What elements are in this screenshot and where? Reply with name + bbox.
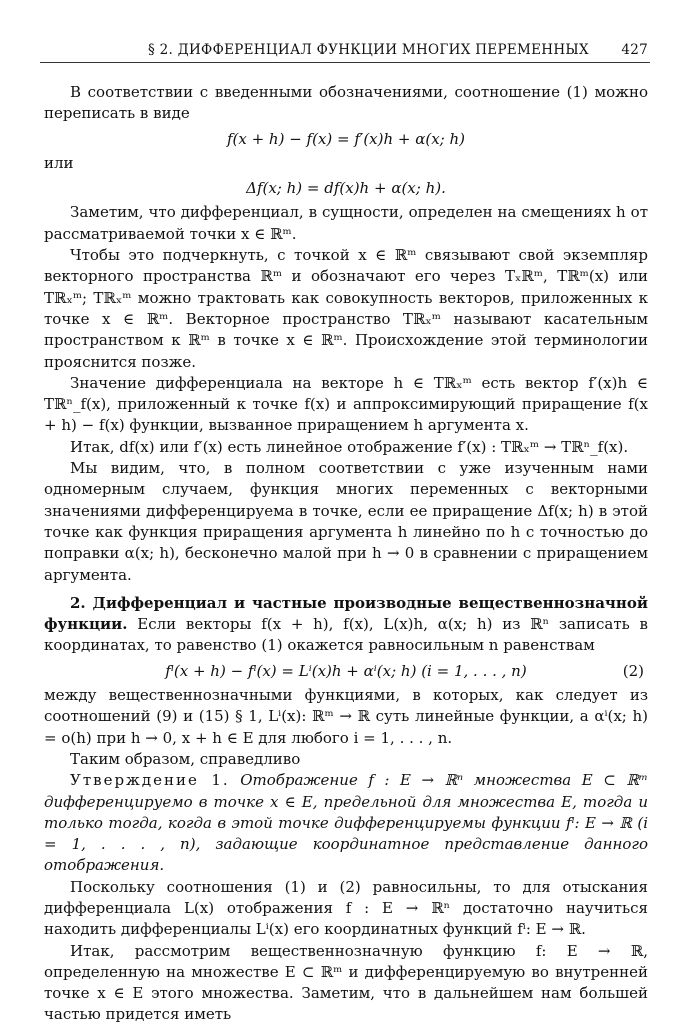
header-rule <box>40 62 650 63</box>
paragraph: Мы видим, что, в полном соответствии с уже изученным нами одномерным случаем, функция многих переменных с векторными значениями дифференцируема в точке, если ее приращение Δf(x; h) в этой точке как функция приращения аргумента h линейно по h с точностью до поправки α(x; h), бесконечно малой при h → 0 в сравнении с приращением аргумента. <box>44 459 648 584</box>
paragraph: Таким образом, справедливо <box>70 749 301 768</box>
equation-number: (2) <box>622 661 644 680</box>
paragraph: Итак, df(x) или f′(x) есть линейное отображение f′(x) : Tℝₓᵐ → Tℝⁿ_f(x). <box>70 437 629 456</box>
paragraph: Чтобы это подчеркнуть, с точкой x ∈ ℝᵐ связывают свой экземпляр векторного пространства ℝᵐ и обозначают его через Tₓℝᵐ, Tℝᵐ(x) или Tℝₓᵐ; Tℝₓᵐ можно трактовать как совокупность векторов, приложенных к точке x ∈ ℝᵐ. Векторное пространство Tℝₓᵐ называют касательным пространством к ℝᵐ в точке x ∈ ℝᵐ. Происхождение этой терминологии прояснится позже. <box>44 246 648 371</box>
page-body <box>44 82 648 1026</box>
paragraph: Итак, рассмотрим вещественнозначную функцию f: E → ℝ, определенную на множестве E ⊂ ℝᵐ и дифференцируемую во внутренней точке x ∈ E этого множества. Заметим, что в дальнейшем нам большей частью придется иметь <box>44 941 648 1024</box>
paragraph: Значение дифференциала на векторе h ∈ Tℝₓᵐ есть вектор f′(x)h ∈ Tℝⁿ_f(x), приложенный к точке f(x) и аппроксимирующий приращение f(x + h) − f(x) функции, вызванное приращением h аргумента x. <box>44 373 648 435</box>
paragraph: между вещественнозначными функциями, в которых, как следует из соотношений (9) и (15) § 1, Lⁱ(x): ℝᵐ → ℝ суть линейные функции, а αⁱ(x; h) = o(h) при h → 0, x + h ∈ E для любого i = 1, . . . , n. <box>44 686 648 747</box>
section-title: § 2. ДИФФЕРЕНЦИАЛ ФУНКЦИИ МНОГИХ ПЕРЕМЕННЫХ <box>148 42 589 58</box>
paragraph: Поскольку соотношения (1) и (2) равносильны, то для отыскания дифференциала L(x) отображения f : E → ℝⁿ достаточно научиться находить дифференциалы Lⁱ(x) его координатных функций fⁱ: E → ℝ. <box>44 877 648 939</box>
running-head <box>148 42 648 58</box>
equation-body: fⁱ(x + h) − fⁱ(x) = Lⁱ(x)h + αⁱ(x; h) (i = 1, . . . , n) <box>165 661 527 680</box>
page-number: 427 <box>621 42 648 58</box>
paragraph: Заметим, что дифференциал, в сущности, определен на смещениях h от рассматриваемой точки x ∈ ℝᵐ. <box>44 203 648 243</box>
statement-label: Утверждение 1. <box>70 771 230 790</box>
section-gap <box>44 586 648 593</box>
paragraph: или <box>44 153 74 172</box>
paragraph: В соответствии с введенными обозначениями, соотношение (1) можно переписать в виде <box>44 83 648 123</box>
section-text: Если векторы f(x + h), f(x), L(x)h, α(x; h) из ℝⁿ записать в координатах, то равенство (1) окажется равносильным n равенствам <box>44 615 648 655</box>
section-paragraph <box>44 593 648 657</box>
equation: f(x + h) − f(x) = f′(x)h + α(x; h) <box>226 129 466 148</box>
equation: Δf(x; h) = df(x)h + α(x; h). <box>246 179 446 198</box>
statement-text: Отображение f : E → ℝⁿ множества E ⊂ ℝᵐ дифференцируемо в точке x ∈ E, предельной для множества E, тогда и только тогда, когда в этой точке дифференцируемы функции fⁱ: E → ℝ (i = 1, . . . , n), задающие координатное представление данного отображения. <box>44 771 648 875</box>
section-heading: 2. Дифференциал и частные производные вещественнозначной функции. <box>44 593 648 634</box>
statement <box>44 770 648 876</box>
numbered-equation <box>44 661 648 682</box>
